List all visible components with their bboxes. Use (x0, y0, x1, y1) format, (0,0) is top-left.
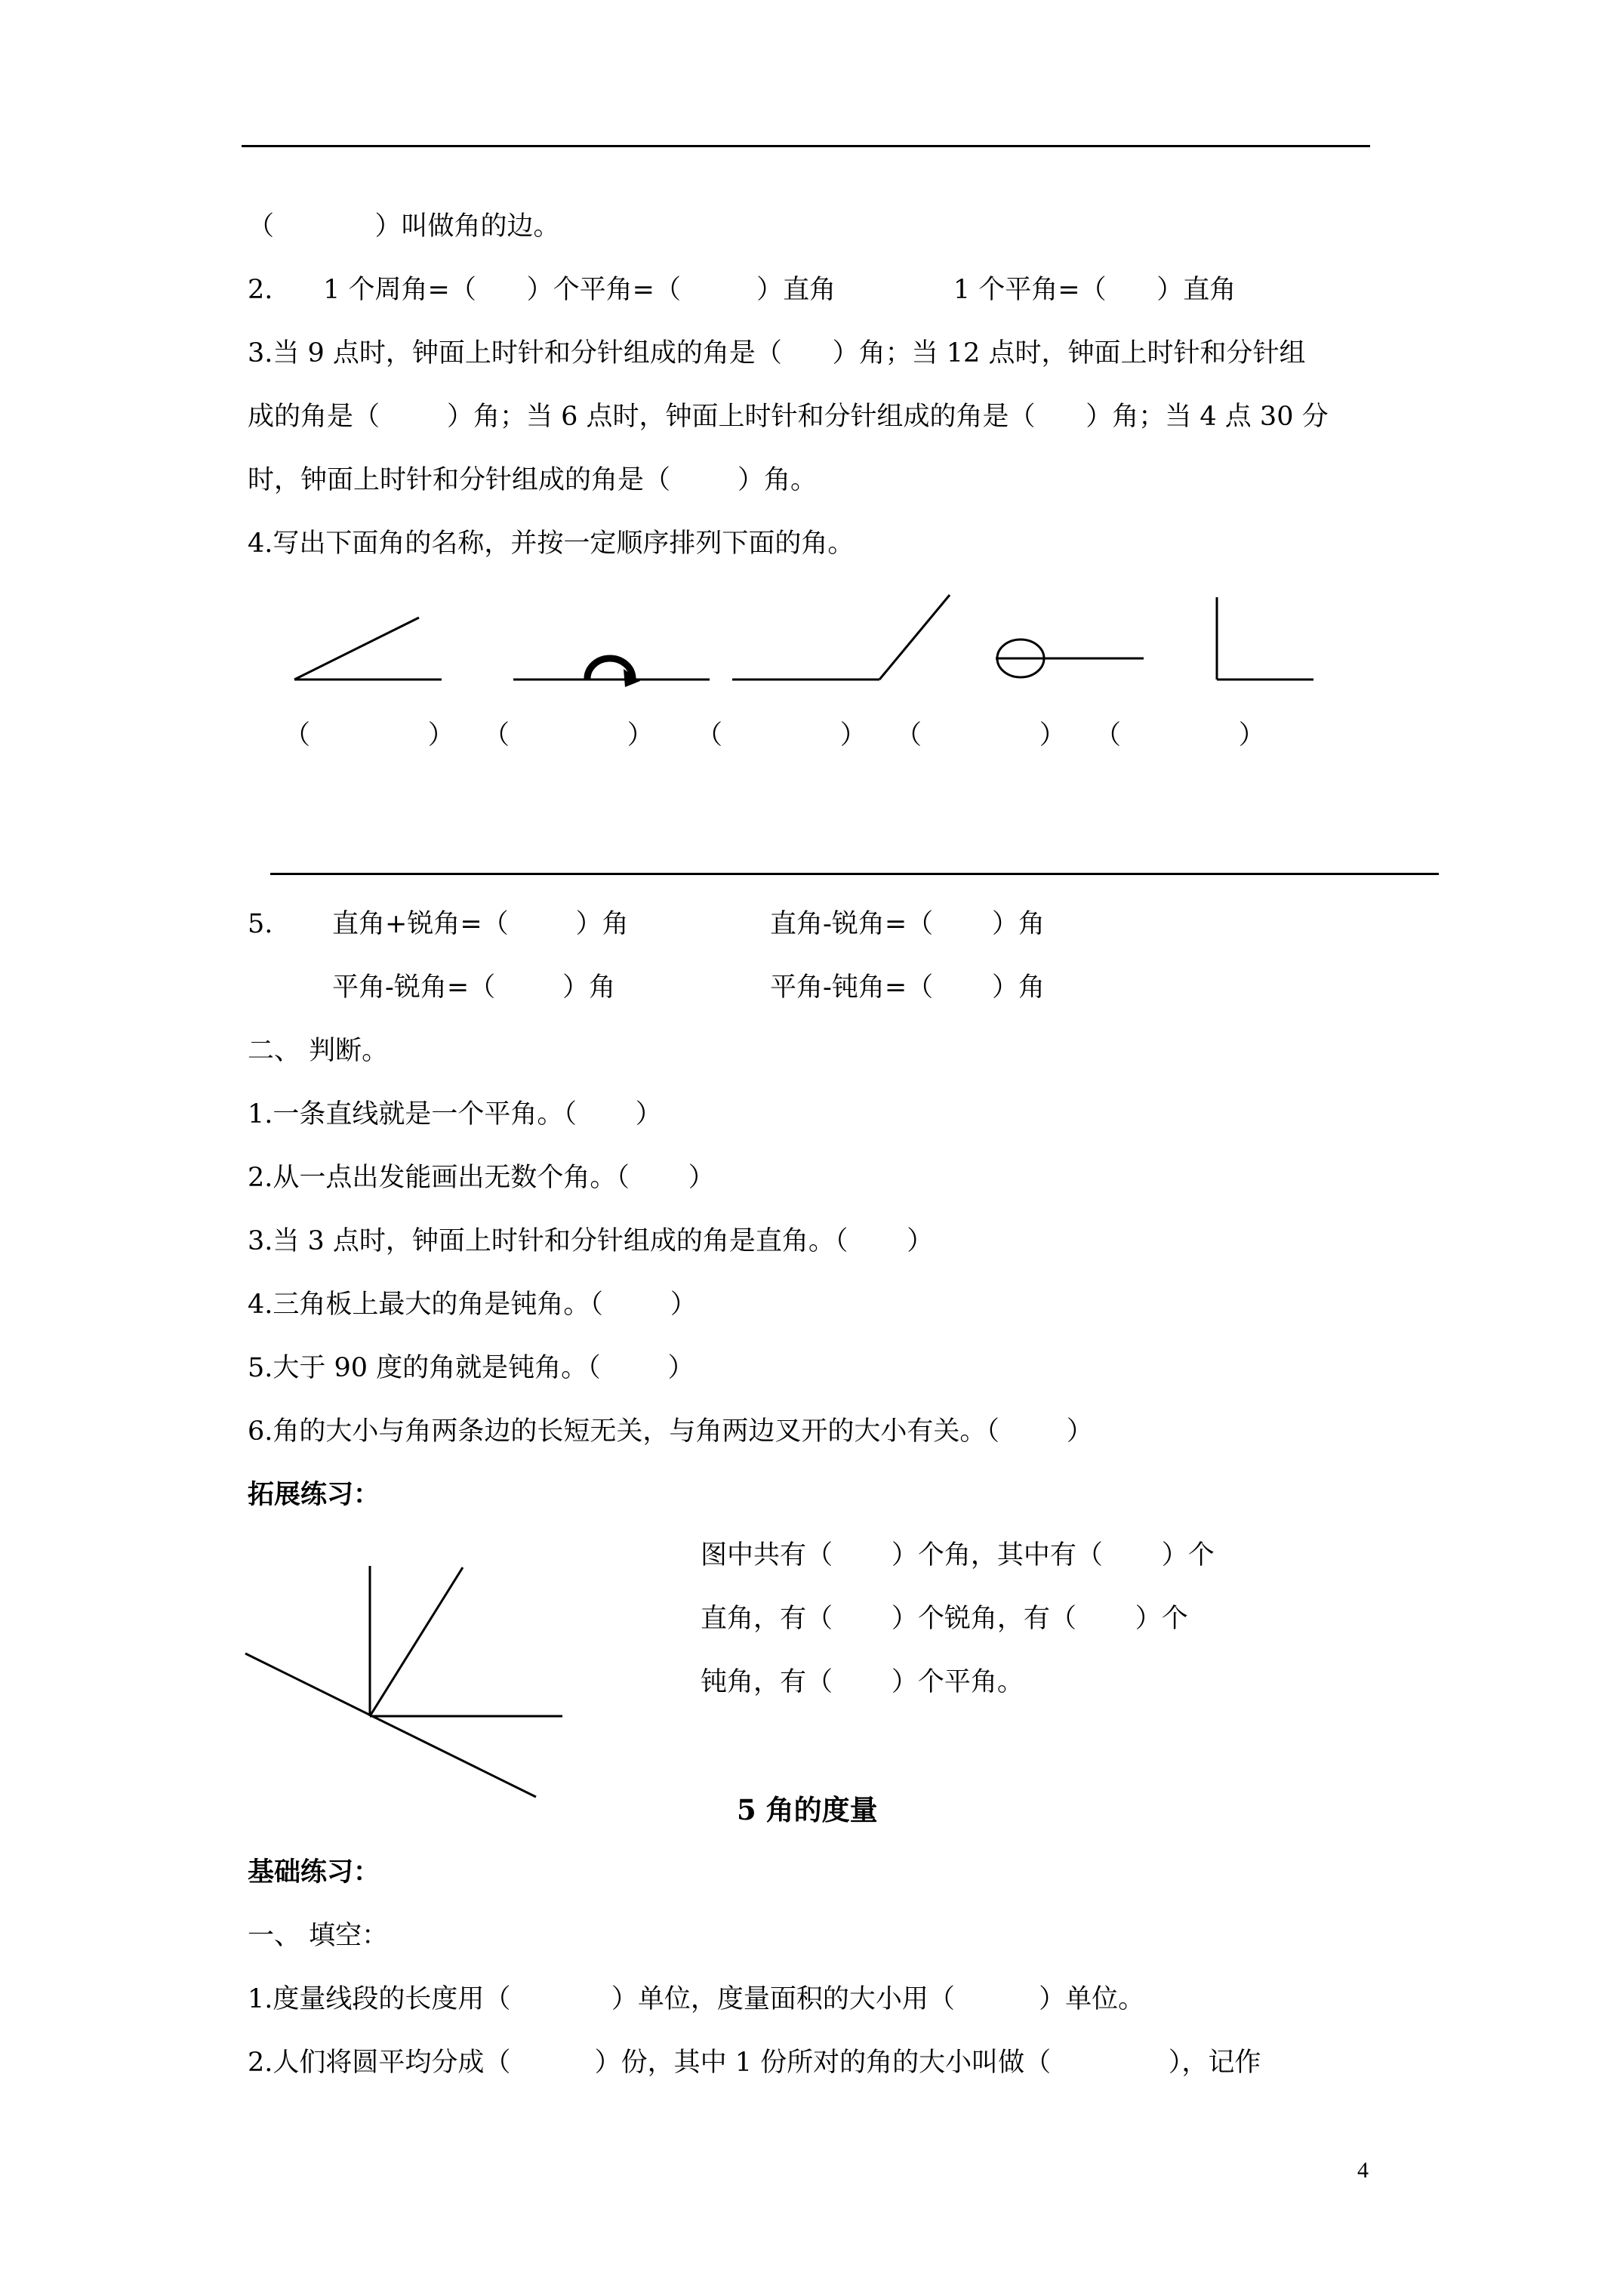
angle-name-blank-3: （ ） (696, 720, 867, 750)
question-4: 4.写出下面角的名称，并按一定顺序排列下面的角。 (248, 529, 855, 559)
section-title: 5 角的度量 (737, 1793, 878, 1826)
top-rule (242, 145, 1370, 147)
right-angle-figure (1208, 593, 1321, 687)
angle-name-blank-2: （ ） (483, 720, 654, 750)
judge-item-2: 2.从一点出发能画出无数个角。（ ） (248, 1163, 715, 1193)
question-5b: 直角-锐角=（ ）角 (770, 909, 1046, 939)
question-3-line-2: 成的角是（ ）角；当 6 点时，钟面上时针和分针组成的角是（ ）角；当 4 点 30 分 (248, 402, 1329, 432)
judge-item-6: 6.角的大小与角两条边的长短无关，与角两边叉开的大小有关。（ ） (248, 1416, 1093, 1447)
question-5-number: 5. (248, 909, 273, 939)
judge-item-3: 3.当 3 点时，钟面上时针和分针组成的角是直角。（ ） (248, 1226, 934, 1256)
question-5a: 直角+锐角=（ ）角 (332, 909, 629, 939)
question-3-line-3: 时，钟面上时针和分针组成的角是（ ）角。 (248, 465, 818, 495)
obtuse-angle-figure (728, 589, 955, 687)
round-angle-figure (506, 642, 717, 687)
extension-text-3: 钝角，有（ ）个平角。 (701, 1667, 1024, 1697)
angle-name-blank-4: （ ） (895, 720, 1066, 750)
ray-angle-figure (993, 633, 1151, 686)
ordering-answer-line (270, 873, 1439, 875)
judge-item-4: 4.三角板上最大的角是钝角。（ ） (248, 1290, 697, 1320)
question-2: 2. 1 个周角=（ ）个平角=（ ）直角 1 个平角=（ ）直角 (248, 275, 1236, 305)
extension-heading: 拓展练习： (248, 1479, 380, 1510)
judge-heading: 二、 判断。 (248, 1036, 389, 1066)
fill-question-1: 1.度量线段的长度用（ ）单位，度量面积的大小用（ ）单位。 (248, 1984, 1145, 2014)
extension-text-2: 直角，有（ ）个锐角，有（ ）个 (701, 1604, 1188, 1634)
question-5c: 平角-锐角=（ ）角 (332, 972, 616, 1003)
acute-angle-figure (287, 604, 460, 687)
question-line-1: （ ）叫做角的边。 (248, 211, 560, 242)
judge-item-1: 1.一条直线就是一个平角。（ ） (248, 1099, 662, 1130)
judge-item-5: 5.大于 90 度的角就是钝角。（ ） (248, 1353, 694, 1383)
angle-name-blank-1: （ ） (284, 720, 454, 750)
fill-blank-heading: 一、 填空： (248, 1921, 389, 1951)
question-3-line-1: 3.当 9 点时，钟面上时针和分针组成的角是（ ）角；当 12 点时，钟面上时针和分针组 (248, 338, 1306, 368)
extension-text-1: 图中共有（ ）个角，其中有（ ）个 (701, 1540, 1215, 1570)
page-number: 4 (1357, 2158, 1369, 2183)
question-5d: 平角-钝角=（ ）角 (770, 972, 1046, 1003)
fill-question-2: 2.人们将圆平均分成（ ）份，其中 1 份所对的角的大小叫做（ ），记作 (248, 2048, 1261, 2078)
angle-name-blank-5: （ ） (1095, 720, 1265, 750)
basic-practice-heading: 基础练习： (248, 1857, 380, 1888)
multi-angle-figure (242, 1555, 574, 1820)
